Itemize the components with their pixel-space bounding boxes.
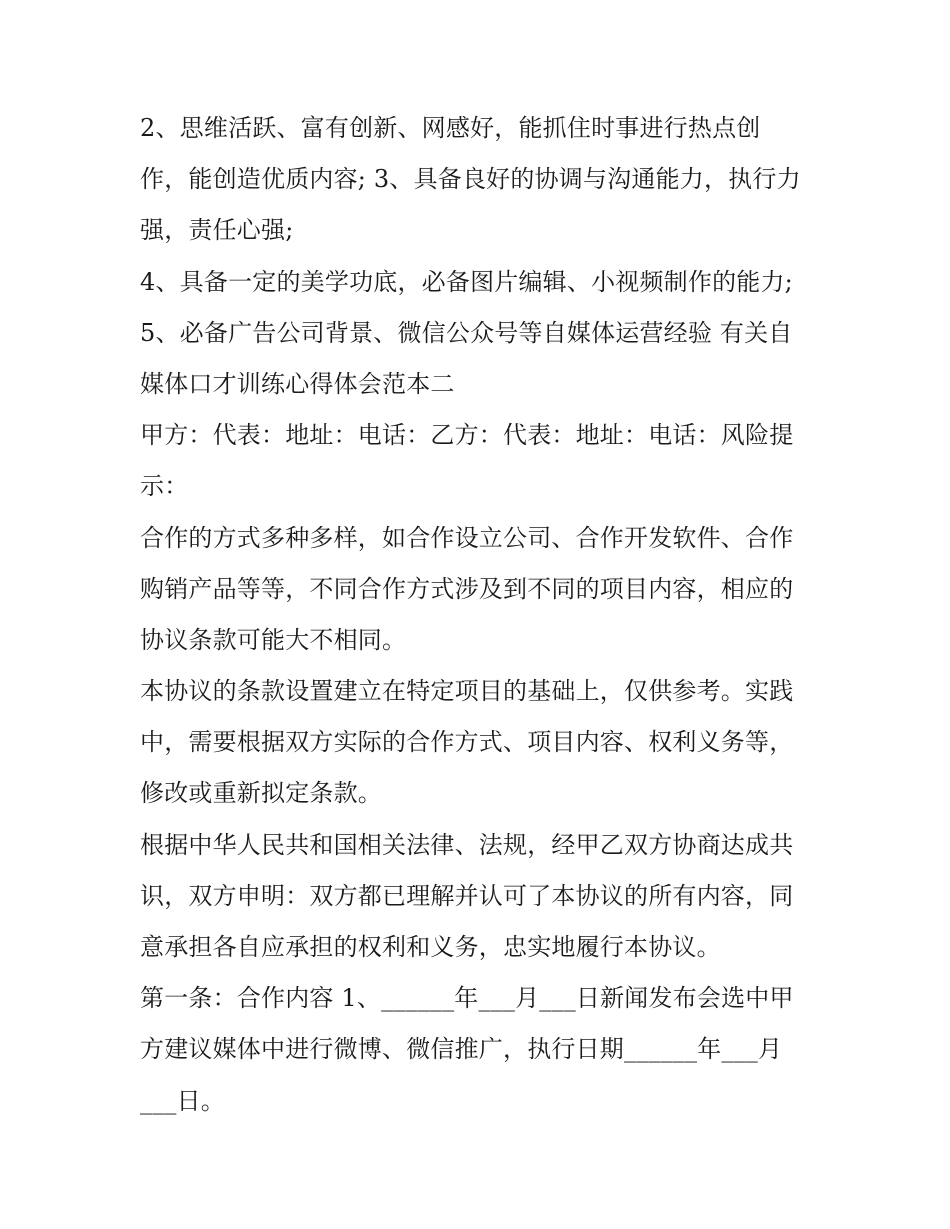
text-line: 第一条：合作内容 1、______年___月___日新闻发布会选中甲 xyxy=(140,984,794,1013)
text-line: 购销产品等等，不同合作方式涉及到不同的项目内容，相应的 xyxy=(140,574,794,603)
text-line: 方建议媒体中进行微博、微信推广，执行日期______年___月 xyxy=(140,1035,783,1064)
text-line: 根据中华人民共和国相关法律、法规，经甲乙双方协商达成共 xyxy=(140,830,794,859)
text-line: ___日。 xyxy=(140,1086,225,1115)
text-line: 中，需要根据双方实际的合作方式、项目内容、权利义务等， xyxy=(140,728,794,757)
document-body xyxy=(140,103,830,1127)
text-line: 5、必备广告公司背景、微信公众号等自媒体运营经验 有关自 xyxy=(140,318,793,347)
text-line: 作，能创造优质内容; 3、具备良好的协调与沟通能力，执行力 xyxy=(140,165,801,194)
text-line: 4、具备一定的美学功底，必备图片编辑、小视频制作的能力; xyxy=(140,267,793,296)
text-line: 意承担各自应承担的权利和义务，忠实地履行本协议。 xyxy=(140,933,721,961)
text-line: 甲方：代表：地址：电话：乙方：代表：地址：电话：风险提 xyxy=(140,421,794,450)
text-line: 示： xyxy=(140,472,189,501)
text-line: 合作的方式多种多样，如合作设立公司、合作开发软件、合作 xyxy=(140,523,794,552)
text-line: 协议条款可能大不相同。 xyxy=(140,625,407,654)
text-line: 媒体口才训练心得体会范本二 xyxy=(140,369,455,398)
text-line: 识，双方申明：双方都已理解并认可了本协议的所有内容，同 xyxy=(140,881,794,910)
text-line: 强，责任心强; xyxy=(140,216,294,245)
text-line: 2、思维活跃、富有创新、网感好，能抓住时事进行热点创 xyxy=(140,114,761,142)
text-line: 修改或重新拟定条款。 xyxy=(140,779,382,808)
text-line: 本协议的条款设置建立在特定项目的基础上，仅供参考。实践 xyxy=(140,677,794,706)
